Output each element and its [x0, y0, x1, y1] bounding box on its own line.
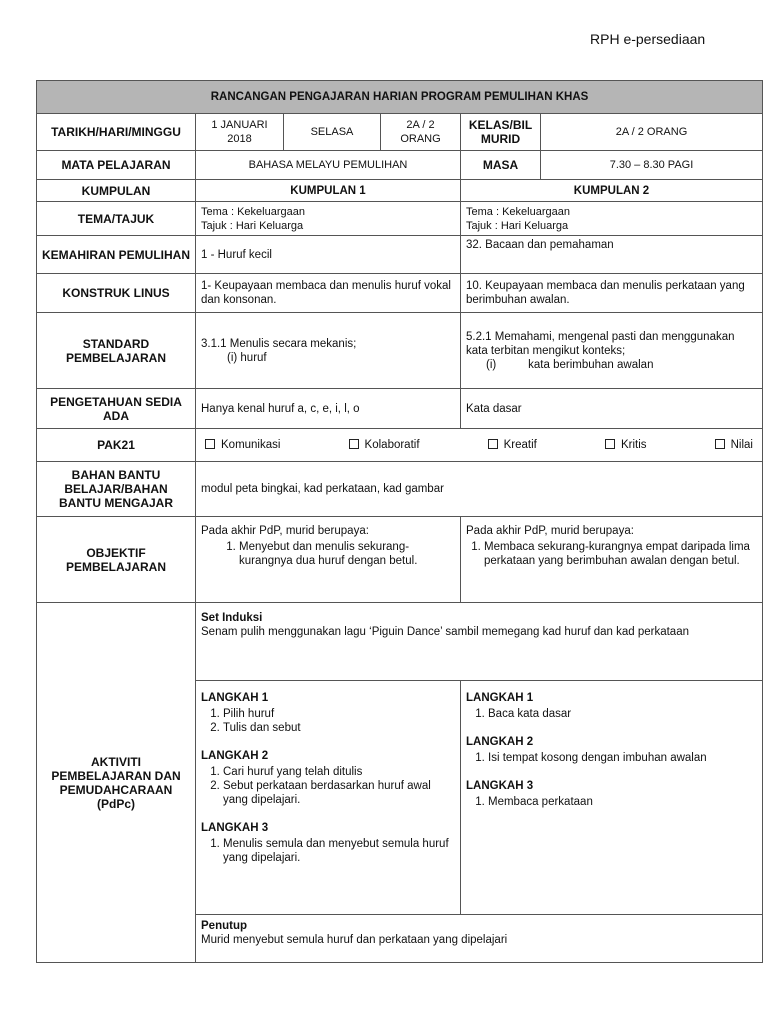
- pak21-kreatif[interactable]: Kreatif: [488, 438, 537, 452]
- masa-value: 7.30 – 8.30 PAGI: [541, 151, 763, 180]
- konstruk-label: KONSTRUK LINUS: [37, 274, 196, 313]
- kelas-label: KELAS/BIL MURID: [461, 114, 541, 151]
- k1-langkah-3-item: 1. Menulis semula dan menyebut semula huruf yang dipelajari.: [223, 837, 455, 865]
- set-induksi-row: [37, 603, 763, 681]
- objektif-k2-item: 1. Membaca sekurang-kurangnya empat daripada lima perkataan yang berimbuhan awalan dengan betul.: [484, 540, 757, 568]
- objektif-k1-item: 1. Menyebut dan menulis sekurang-kurangnya dua huruf dengan betul.: [239, 540, 455, 568]
- pak21-nilai[interactable]: Nilai: [715, 438, 753, 452]
- pengetahuan-k1: Hanya kenal huruf a, c, e, i, l, o: [196, 389, 461, 429]
- k1-langkah-2-item: 1. Cari huruf yang telah ditulis: [223, 765, 455, 779]
- tema-k1: [196, 202, 461, 236]
- pak21-kolaboratif[interactable]: Kolaboratif: [349, 438, 420, 452]
- kelas-value: 2A / 2 ORANG: [541, 114, 763, 151]
- k2-langkah-2-item: 1. Isi tempat kosong dengan imbuhan awalan: [488, 751, 757, 765]
- standard-k2-line2: (i) kata berimbuhan awalan: [486, 358, 654, 371]
- k1-langkah-1-item: 1. Pilih huruf: [223, 707, 455, 721]
- k1-langkah-2-title: LANGKAH 2: [201, 750, 269, 762]
- kemahiran-k1: 1 - Huruf kecil: [196, 236, 461, 274]
- kemahiran-k2: 32. Bacaan dan pemahaman: [461, 236, 763, 274]
- pak21-kritis[interactable]: Kritis: [605, 438, 647, 452]
- checkbox-icon[interactable]: [605, 439, 615, 449]
- set-induksi-text: Senam pulih menggunakan lagu ‘Piguin Dance’ sambil memegang kad huruf dan kad perkataan: [201, 626, 689, 638]
- tema-k2-tajuk: Tajuk : Hari Keluarga: [466, 219, 569, 232]
- objektif-k2: [461, 517, 763, 603]
- checkbox-icon[interactable]: [349, 439, 359, 449]
- standard-k1: [196, 313, 461, 389]
- aktiviti-label: AKTIVITI PEMBELAJARAN DAN PEMUDAHCARAAN (PdPc): [37, 603, 196, 963]
- tema-k1-tajuk: Tajuk : Hari Keluarga: [201, 219, 304, 232]
- kumpulan-label: KUMPULAN: [37, 180, 196, 202]
- kumpulan-2-header: KUMPULAN 2: [461, 180, 763, 202]
- objektif-row: [37, 517, 763, 603]
- bahan-label: BAHAN BANTU BELAJAR/BAHAN BANTU MENGAJAR: [37, 462, 196, 517]
- pengetahuan-row: [37, 389, 763, 429]
- konstruk-k1: 1- Keupayaan membaca dan menulis huruf vokal dan konsonan.: [196, 274, 461, 313]
- bahan-row: [37, 462, 763, 517]
- subject-label: MATA PELAJARAN: [37, 151, 196, 180]
- standard-row: [37, 313, 763, 389]
- k1-langkah-1-item: 2. Tulis dan sebut: [223, 721, 455, 735]
- standard-k1-line1: 3.1.1 Menulis secara mekanis;: [201, 337, 357, 350]
- konstruk-row: [37, 274, 763, 313]
- k1-langkah-1-title: LANGKAH 1: [201, 692, 269, 704]
- set-induksi: [196, 603, 763, 681]
- objektif-k1: [196, 517, 461, 603]
- standard-k2-line1: 5.2.1 Memahami, mengenal pasti dan menggunakan kata terbitan mengikut konteks;: [466, 330, 735, 357]
- pak21-options: [196, 429, 763, 462]
- kemahiran-row: [37, 236, 763, 274]
- kumpulan-row: [37, 180, 763, 202]
- date-row: [37, 114, 763, 151]
- set-induksi-title: Set Induksi: [201, 612, 263, 624]
- lesson-plan-table: [36, 80, 763, 963]
- checkbox-icon[interactable]: [715, 439, 725, 449]
- penutup: [196, 915, 763, 963]
- plan-title: RANCANGAN PENGAJARAN HARIAN PROGRAM PEMULIHAN KHAS: [37, 81, 763, 114]
- date-label: TARIKH/HARI/MINGGU: [37, 114, 196, 151]
- tema-k2-tema: Tema : Kekeluargaan: [466, 205, 570, 218]
- tema-k2: [461, 202, 763, 236]
- k1-langkah-2-item: 2. Sebut perkataan berdasarkan huruf awal yang dipelajari.: [223, 779, 455, 807]
- konstruk-k2: 10. Keupayaan membaca dan menulis perkataan yang berimbuhan awalan.: [461, 274, 763, 313]
- tema-label: TEMA/TAJUK: [37, 202, 196, 236]
- langkah-k2: [461, 681, 763, 915]
- title-row: [37, 81, 763, 114]
- pak21-label: PAK21: [37, 429, 196, 462]
- penutup-text: Murid menyebut semula huruf dan perkataan yang dipelajari: [201, 934, 508, 946]
- standard-label: STANDARD PEMBELAJARAN: [37, 313, 196, 389]
- bahan-value: modul peta bingkai, kad perkataan, kad gambar: [196, 462, 763, 517]
- pak21-row: [37, 429, 763, 462]
- tema-row: [37, 202, 763, 236]
- k2-langkah-1-title: LANGKAH 1: [466, 692, 534, 704]
- objektif-k1-intro: Pada akhir PdP, murid berupaya:: [201, 525, 369, 537]
- k2-langkah-2-title: LANGKAH 2: [466, 736, 534, 748]
- checkbox-icon[interactable]: [205, 439, 215, 449]
- objektif-label: OBJEKTIF PEMBELAJARAN: [37, 517, 196, 603]
- day-value: SELASA: [284, 114, 381, 151]
- subject-value: BAHASA MELAYU PEMULIHAN: [196, 151, 461, 180]
- objektif-k2-intro: Pada akhir PdP, murid berupaya:: [466, 525, 634, 537]
- document-header: RPH e-persediaan: [590, 31, 706, 47]
- checkbox-icon[interactable]: [488, 439, 498, 449]
- k1-langkah-3-title: LANGKAH 3: [201, 822, 269, 834]
- kemahiran-label: KEMAHIRAN PEMULIHAN: [37, 236, 196, 274]
- date-value: 1 JANUARI 2018: [196, 114, 284, 151]
- k2-langkah-1-item: 1. Baca kata dasar: [488, 707, 757, 721]
- standard-k2: [461, 313, 763, 389]
- pak21-komunikasi[interactable]: Komunikasi: [205, 438, 280, 452]
- subject-row: [37, 151, 763, 180]
- k2-langkah-3-item: 1. Membaca perkataan: [488, 795, 757, 809]
- week-value: 2A / 2 ORANG: [381, 114, 461, 151]
- k2-langkah-3-title: LANGKAH 3: [466, 780, 534, 792]
- masa-label: MASA: [461, 151, 541, 180]
- pengetahuan-label: PENGETAHUAN SEDIA ADA: [37, 389, 196, 429]
- standard-k1-line2: (i) huruf: [227, 351, 267, 364]
- tema-k1-tema: Tema : Kekeluargaan: [201, 205, 305, 218]
- kumpulan-1-header: KUMPULAN 1: [196, 180, 461, 202]
- pengetahuan-k2: Kata dasar: [461, 389, 763, 429]
- penutup-title: Penutup: [201, 920, 247, 932]
- langkah-k1: [196, 681, 461, 915]
